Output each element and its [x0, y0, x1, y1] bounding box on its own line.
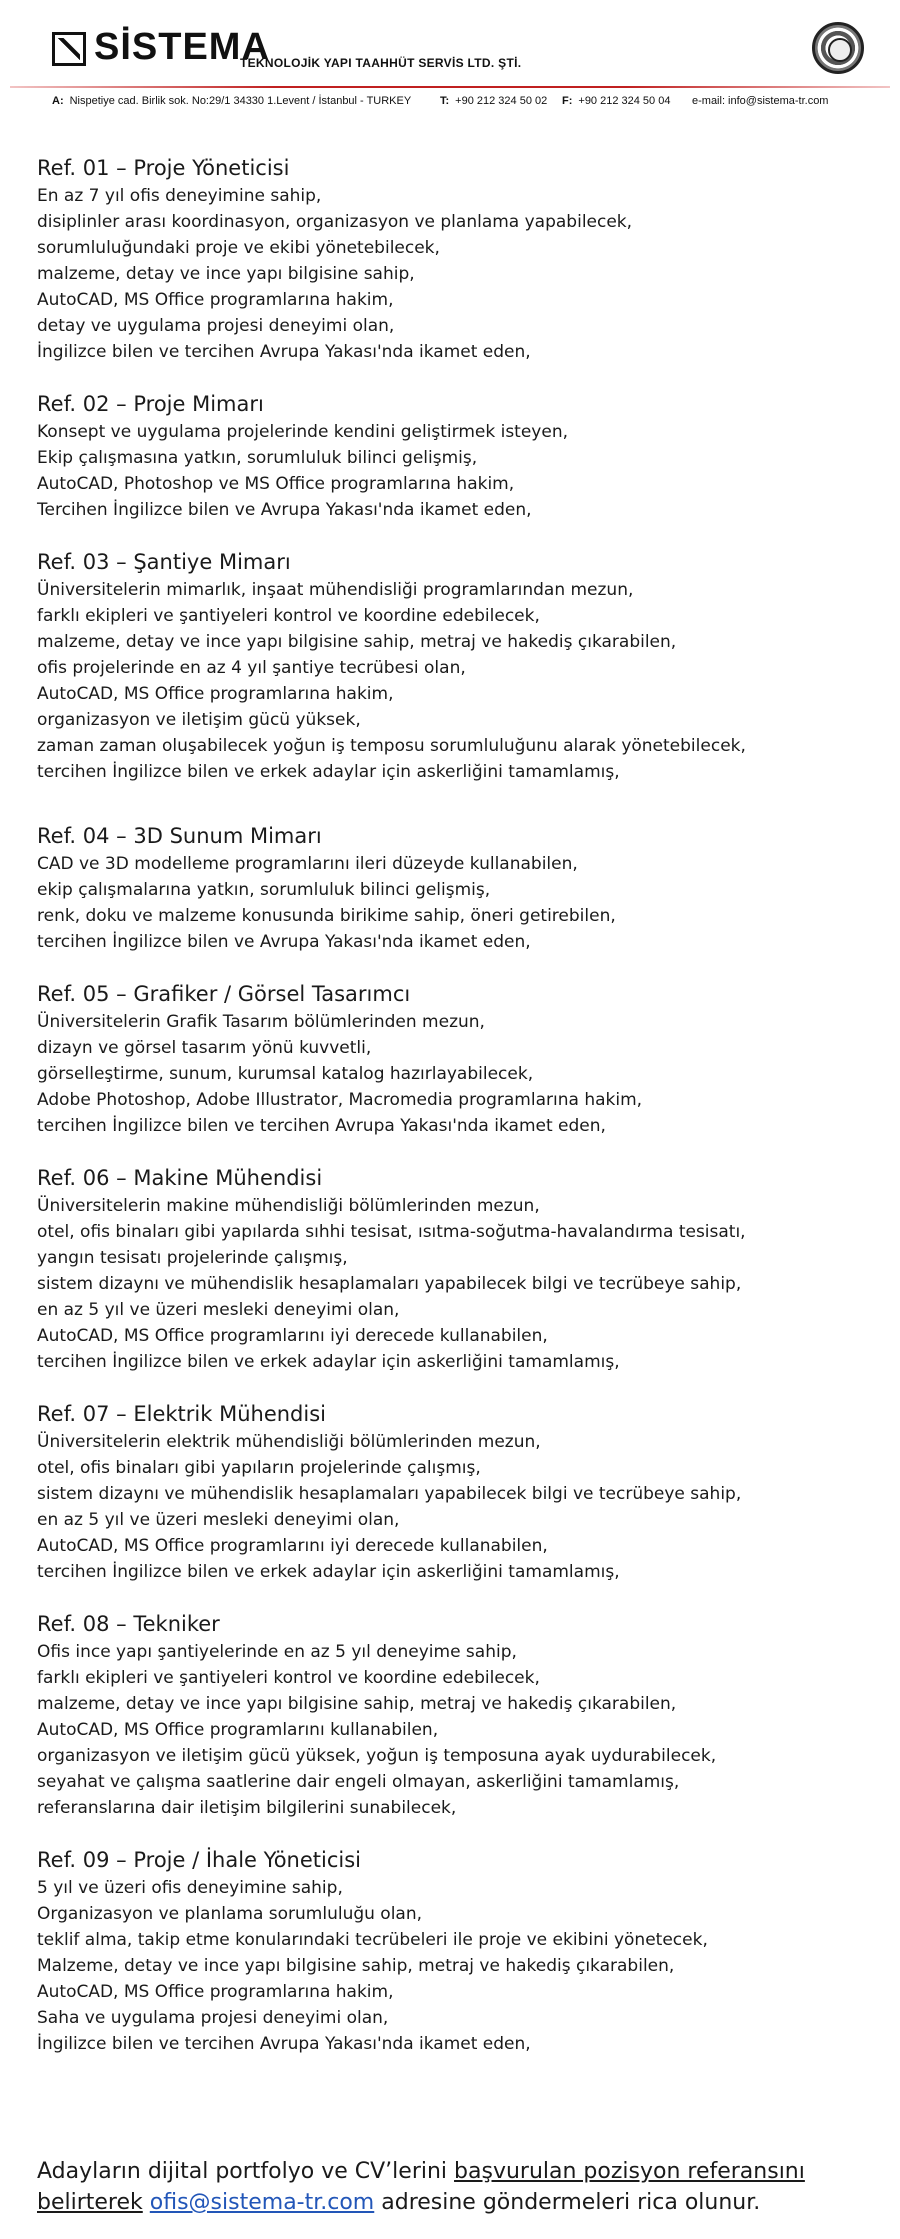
- application-note: Adayların dijital portfolyo ve CV’lerini başvurulan pozisyon referansını belirterek ofis@sistema-tr.com adresine göndermeleri rica olunur.: [37, 2159, 805, 2215]
- requirement-line: malzeme, detay ve ince yapı bilgisine sahip,: [37, 264, 415, 284]
- requirement-line: organizasyon ve iletişim gücü yüksek, yoğun iş temposuna ayak uydurabilecek,: [37, 1746, 717, 1766]
- requirement-line: Malzeme, detay ve ince yapı bilgisine sahip, metraj ve hakediş çıkarabilen,: [37, 1956, 675, 1976]
- requirement-line: Üniversitelerin elektrik mühendisliği bölümlerinden mezun,: [37, 1432, 541, 1452]
- requirement-line: Ofis ince yapı şantiyelerinde en az 5 yıl deneyime sahip,: [37, 1642, 517, 1662]
- requirement-line: AutoCAD, MS Office programlarına hakim,: [37, 290, 394, 310]
- requirement-line: seyahat ve çalışma saatlerine dair engeli olmayan, askerliğini tamamlamış,: [37, 1772, 680, 1792]
- job-title: Ref. 07 – Elektrik Mühendisi: [37, 1402, 326, 1426]
- job-title: Ref. 04 – 3D Sunum Mimarı: [37, 824, 322, 848]
- job-title: Ref. 05 – Grafiker / Görsel Tasarımcı: [37, 982, 411, 1006]
- requirement-line: 5 yıl ve üzeri ofis deneyimine sahip,: [37, 1878, 343, 1898]
- application-email-link[interactable]: ofis@sistema-tr.com: [149, 2190, 375, 2215]
- requirement-line: Ekip çalışmasına yatkın, sorumluluk bilinci gelişmiş,: [37, 448, 478, 468]
- requirement-line: teklif alma, takip etme konularındaki tecrübeleri ile proje ve ekibini yönetecek,: [37, 1930, 708, 1950]
- requirement-line: otel, ofis binaları gibi yapılarda sıhhi tesisat, ısıtma-soğutma-havalandırma tesisatı,: [37, 1222, 746, 1242]
- requirement-line: AutoCAD, MS Office programlarına hakim,: [37, 684, 394, 704]
- requirement-line: tercihen İngilizce bilen ve erkek adaylar için askerliğini tamamlamış,: [37, 1562, 620, 1582]
- requirement-line: malzeme, detay ve ince yapı bilgisine sahip, metraj ve hakediş çıkarabilen,: [37, 1694, 677, 1714]
- requirement-line: detay ve uygulama projesi deneyimi olan,: [37, 316, 395, 336]
- requirement-line: tercihen İngilizce bilen ve erkek adaylar için askerliğini tamamlamış,: [37, 1352, 620, 1372]
- requirement-line: tercihen İngilizce bilen ve erkek adaylar için askerliğini tamamlamış,: [37, 762, 620, 782]
- job-title: Ref. 09 – Proje / İhale Yöneticisi: [37, 1848, 361, 1872]
- job-section: [37, 1163, 877, 1375]
- requirement-line: Üniversitelerin Grafik Tasarım bölümlerinden mezun,: [37, 1012, 485, 1032]
- requirement-line: organizasyon ve iletişim gücü yüksek,: [37, 710, 361, 730]
- requirement-line: farklı ekipleri ve şantiyeleri kontrol ve koordine edebilecek,: [37, 1668, 540, 1688]
- job-listings: [37, 153, 877, 2081]
- requirement-line: ofis projelerinde en az 4 yıl şantiye tecrübesi olan,: [37, 658, 466, 678]
- requirement-line: Üniversitelerin makine mühendisliği bölümlerinden mezun,: [37, 1196, 540, 1216]
- requirement-line: Organizasyon ve planlama sorumluluğu olan,: [37, 1904, 423, 1924]
- job-title: Ref. 08 – Tekniker: [37, 1612, 220, 1636]
- job-title: Ref. 06 – Makine Mühendisi: [37, 1166, 323, 1190]
- requirement-line: Konsept ve uygulama projelerinde kendini geliştirmek isteyen,: [37, 422, 569, 442]
- requirement-line: CAD ve 3D modelleme programlarını ileri düzeyde kullanabilen,: [37, 854, 578, 874]
- requirement-line: Üniversitelerin mimarlık, inşaat mühendisliği programlarından mezun,: [37, 580, 634, 600]
- requirement-line: sistem dizaynı ve mühendislik hesaplamaları yapabilecek bilgi ve tecrübeye sahip,: [37, 1484, 742, 1504]
- requirement-line: İngilizce bilen ve tercihen Avrupa Yakası'nda ikamet eden,: [37, 342, 531, 362]
- job-section: [37, 153, 877, 365]
- requirement-line: AutoCAD, MS Office programlarına hakim,: [37, 1982, 394, 2002]
- company-subtitle: TEKNOLOJİK YAPI TAAHHÜT SERVİS LTD. ŞTİ.: [240, 56, 522, 70]
- requirement-line: otel, ofis binaları gibi yapıların projelerinde çalışmış,: [37, 1458, 481, 1478]
- requirement-line: En az 7 yıl ofis deneyimine sahip,: [37, 186, 322, 206]
- reference-instruction: başvurulan pozisyon referansını belirterek: [37, 2159, 805, 2215]
- job-title: Ref. 01 – Proje Yöneticisi: [37, 156, 290, 180]
- requirement-line: disiplinler arası koordinasyon, organizasyon ve planlama yapabilecek,: [37, 212, 633, 232]
- requirement-line: malzeme, detay ve ince yapı bilgisine sahip, metraj ve hakediş çıkarabilen,: [37, 632, 677, 652]
- logo-mark-icon: [52, 32, 86, 66]
- requirement-line: zaman zaman oluşabilecek yoğun iş temposu sorumluluğunu alarak yönetebilecek,: [37, 736, 746, 756]
- job-section: [37, 1399, 877, 1585]
- certification-seal-icon: [812, 22, 864, 74]
- requirement-line: Saha ve uygulama projesi deneyimi olan,: [37, 2008, 389, 2028]
- job-section: [37, 979, 877, 1139]
- requirement-line: görselleştirme, sunum, kurumsal katalog hazırlayabilecek,: [37, 1064, 534, 1084]
- job-title: Ref. 02 – Proje Mimarı: [37, 392, 264, 416]
- requirement-line: tercihen İngilizce bilen ve tercihen Avrupa Yakası'nda ikamet eden,: [37, 1116, 606, 1136]
- fax: F: +90 212 324 50 04: [562, 95, 671, 107]
- requirement-line: referanslarına dair iletişim bilgilerini sunabilecek,: [37, 1798, 457, 1818]
- job-section: [37, 547, 877, 785]
- requirement-line: en az 5 yıl ve üzeri mesleki deneyimi olan,: [37, 1510, 400, 1530]
- requirement-line: farklı ekipleri ve şantiyeleri kontrol ve koordine edebilecek,: [37, 606, 540, 626]
- header-divider: [10, 86, 890, 88]
- job-section: [37, 1845, 877, 2057]
- requirement-line: ekip çalışmalarına yatkın, sorumluluk bilinci gelişmiş,: [37, 880, 491, 900]
- job-section: [37, 821, 877, 955]
- job-section: [37, 389, 877, 523]
- requirement-line: en az 5 yıl ve üzeri mesleki deneyimi olan,: [37, 1300, 400, 1320]
- address: A: Nispetiye cad. Birlik sok. No:29/1 34330 1.Levent / İstanbul - TURKEY: [52, 95, 412, 107]
- requirement-line: tercihen İngilizce bilen ve Avrupa Yakası'nda ikamet eden,: [37, 932, 531, 952]
- requirement-line: İngilizce bilen ve tercihen Avrupa Yakası'nda ikamet eden,: [37, 2034, 531, 2054]
- requirement-line: renk, doku ve malzeme konusunda birikime sahip, öneri getirebilen,: [37, 906, 616, 926]
- job-title: Ref. 03 – Şantiye Mimarı: [37, 550, 291, 574]
- requirement-line: Tercihen İngilizce bilen ve Avrupa Yakası'nda ikamet eden,: [37, 500, 532, 520]
- telephone: T: +90 212 324 50 02: [440, 95, 548, 107]
- requirement-line: AutoCAD, MS Office programlarını iyi derecede kullanabilen,: [37, 1326, 548, 1346]
- company-logo-text: SİSTEMA: [94, 26, 270, 68]
- requirement-line: AutoCAD, MS Office programlarını iyi derecede kullanabilen,: [37, 1536, 548, 1556]
- job-section: [37, 1609, 877, 1821]
- requirement-line: Adobe Photoshop, Adobe Illustrator, Macromedia programlarına hakim,: [37, 1090, 643, 1110]
- requirement-line: sistem dizaynı ve mühendislik hesaplamaları yapabilecek bilgi ve tecrübeye sahip,: [37, 1274, 742, 1294]
- requirement-line: sorumluluğundaki proje ve ekibi yönetebilecek,: [37, 238, 440, 258]
- contact-bar: [52, 95, 882, 113]
- letterhead: [0, 0, 900, 120]
- requirement-line: AutoCAD, MS Office programlarını kullanabilen,: [37, 1720, 439, 1740]
- requirement-line: AutoCAD, Photoshop ve MS Office programlarına hakim,: [37, 474, 515, 494]
- requirement-line: yangın tesisatı projelerinde çalışmış,: [37, 1248, 348, 1268]
- requirement-line: dizayn ve görsel tasarım yönü kuvvetli,: [37, 1038, 372, 1058]
- contact-email[interactable]: e-mail: info@sistema-tr.com: [692, 95, 829, 107]
